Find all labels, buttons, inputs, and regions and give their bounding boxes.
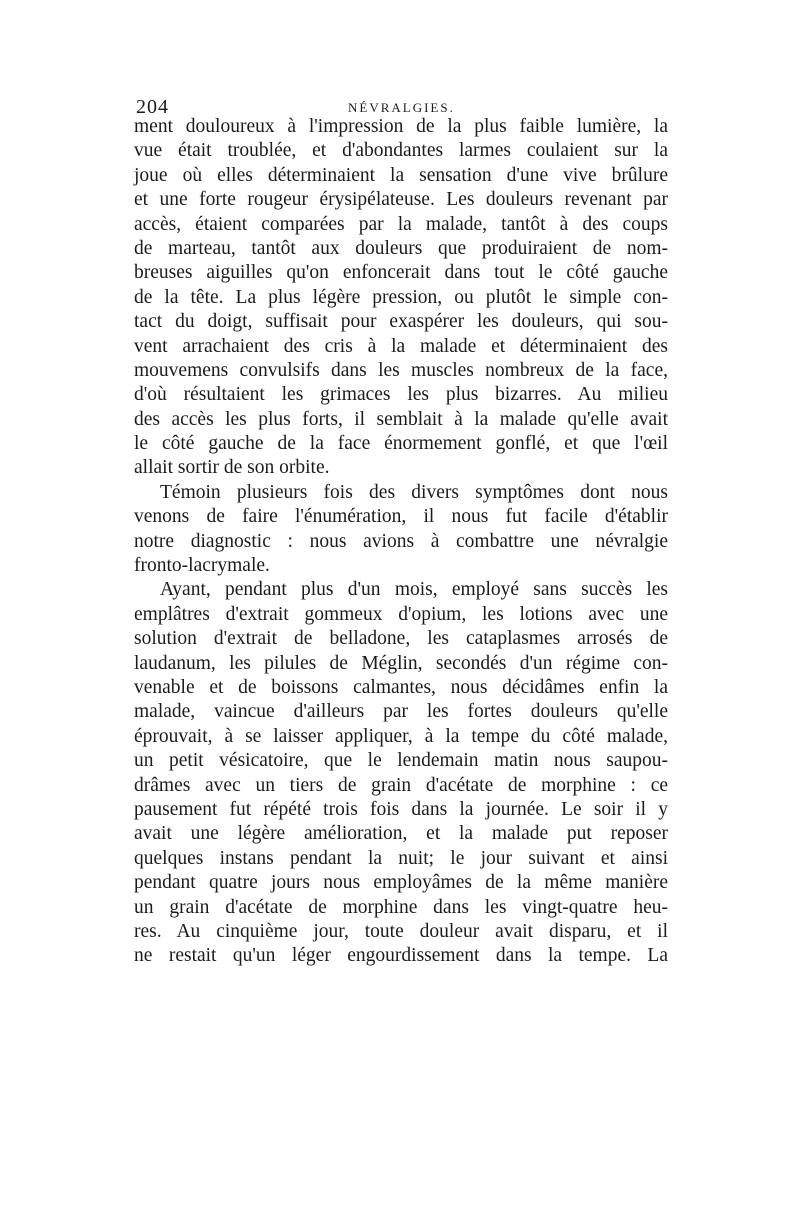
text-line: quelques instans pendant la nuit; le jour suivant et ainsi <box>134 847 668 869</box>
text-line: venons de faire l'énumération, il nous fut facile d'établir <box>134 506 668 528</box>
text-line: ment douloureux à l'impression de la plus faible lumière, la <box>134 116 668 137</box>
text-line: allait sortir de son orbite. <box>134 457 330 479</box>
text-line: et une forte rougeur érysipélateuse. Les douleurs revenant par <box>134 189 668 211</box>
text-line: laudanum, les pilules de Méglin, secondés d'un régime con- <box>134 652 668 674</box>
text-line: avait une légère amélioration, et la malade put reposer <box>134 823 668 845</box>
text-line: d'où résultaient les grimaces les plus bizarres. Au milieu <box>134 384 668 406</box>
text-line: des accès les plus forts, il semblait à la malade qu'elle avait <box>134 408 668 430</box>
text-line: solution d'extrait de belladone, les cataplasmes arrosés de <box>134 628 668 650</box>
text-line: vue était troublée, et d'abondantes larmes coulaient sur la <box>134 140 668 162</box>
text-line: venable et de boissons calmantes, nous décidâmes enfin la <box>134 676 668 698</box>
text-line: un grain d'acétate de morphine dans les vingt-quatre heu- <box>134 896 668 918</box>
text-line: le côté gauche de la face énormement gonflé, et que l'œil <box>134 433 668 455</box>
text-line: pendant quatre jours nous employâmes de la même manière <box>134 872 668 894</box>
text-line: de marteau, tantôt aux douleurs que produiraient de nom- <box>134 237 668 259</box>
text-line: éprouvait, à se laisser appliquer, à la tempe du côté malade, <box>134 725 668 747</box>
text-line: de la tête. La plus légère pression, ou plutôt le simple con- <box>134 286 668 308</box>
text-line: pausement fut répété trois fois dans la journée. Le soir il y <box>134 798 668 820</box>
page-number: 204 <box>136 96 169 118</box>
text-line: Témoin plusieurs fois des divers symptômes dont nous <box>160 481 668 503</box>
text-line: Ayant, pendant plus d'un mois, employé sans succès les <box>160 579 668 601</box>
text-line: malade, vaincue d'ailleurs par les fortes douleurs qu'elle <box>134 701 668 723</box>
text-line: fronto-lacrymale. <box>134 555 270 577</box>
text-line: un petit vésicatoire, que le lendemain matin nous saupou- <box>134 750 668 772</box>
text-line: accès, étaient comparées par la malade, tantôt à des coups <box>134 213 668 235</box>
text-line: res. Au cinquième jour, toute douleur avait disparu, et il <box>134 920 668 942</box>
text-line: tact du doigt, suffisait pour exaspérer les douleurs, qui sou- <box>134 311 668 333</box>
running-title: NÉVRALGIES. <box>348 100 455 115</box>
body-text <box>134 115 668 969</box>
text-line: drâmes avec un tiers de grain d'acétate de morphine : ce <box>134 774 668 796</box>
text-line: emplâtres d'extrait gommeux d'opium, les lotions avec une <box>134 603 668 625</box>
text-line: notre diagnostic : nous avions à combattre une névralgie <box>134 530 668 552</box>
text-line: joue où elles déterminaient la sensation d'une vive brûlure <box>134 164 668 186</box>
text-line: breuses aiguilles qu'on enfoncerait dans tout le côté gauche <box>134 262 668 284</box>
text-line: mouvemens convulsifs dans les muscles nombreux de la face, <box>134 359 668 381</box>
text-line: ne restait qu'un léger engourdissement dans la tempe. La <box>134 945 668 967</box>
text-line: vent arrachaient des cris à la malade et déterminaient des <box>134 335 668 357</box>
